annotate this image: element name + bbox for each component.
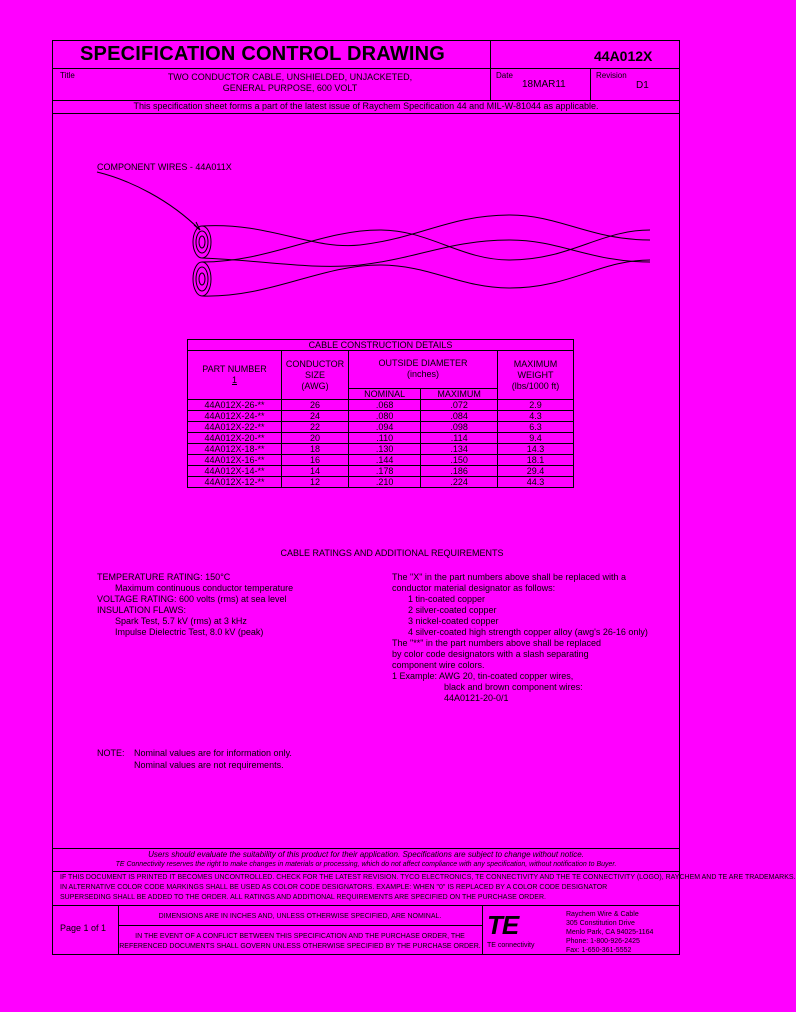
note-line2: Nominal values are not requirements. — [134, 760, 284, 770]
cell-size: 16 — [282, 455, 349, 466]
te-logo-mark: TE — [487, 910, 519, 940]
upper-wire — [202, 215, 650, 246]
rating-line: Spark Test, 5.7 kV (rms) at 3 kHz — [115, 616, 247, 626]
header-col-divider — [490, 40, 491, 100]
col-maximum-header: MAXIMUM — [421, 388, 498, 399]
table-row — [188, 411, 574, 422]
applicability-note: This specification sheet forms a part of the latest issue of Raychem Specification 44 and MIL-W-81044 as applicable. — [133, 101, 599, 111]
cell-part: 44A012X-12-** — [188, 477, 282, 488]
rating-line: 3 nickel-coated copper — [408, 616, 499, 626]
rating-line: The "X" in the part numbers above shall be replaced with a — [392, 572, 627, 582]
cell-weight: 2.9 — [498, 400, 574, 411]
rating-line: component wire colors. — [392, 660, 485, 670]
cell-weight: 6.3 — [498, 422, 574, 433]
cell-weight: 9.4 — [498, 433, 574, 444]
cell-size: 26 — [282, 400, 349, 411]
cell-nominal: .110 — [349, 433, 421, 444]
rating-line: Maximum continuous conductor temperature — [115, 583, 294, 593]
doc-number: 44A012X — [594, 48, 653, 64]
cell-size: 24 — [282, 411, 349, 422]
rating-line: conductor material designator as follows: — [392, 583, 556, 593]
component-wires-label: COMPONENT WIRES - 44A011X — [97, 162, 232, 172]
title-line2: GENERAL PURPOSE, 600 VOLT — [222, 83, 358, 93]
cell-part: 44A012X-26-** — [188, 400, 282, 411]
cell-weight: 18.1 — [498, 455, 574, 466]
construction-table — [187, 339, 574, 488]
cell-maximum: .150 — [421, 455, 498, 466]
cell-maximum: .114 — [421, 433, 498, 444]
title-line1: TWO CONDUCTOR CABLE, UNSHIELDED, UNJACKETED, — [167, 72, 413, 82]
order-note-line2: REFERENCED DOCUMENTS SHALL GOVERN UNLESS OTHERWISE SPECIFIED BY THE PURCHASE ORDER. — [119, 943, 481, 950]
rating-line: TEMPERATURE RATING: 150°C — [97, 572, 231, 582]
cell-maximum: .098 — [421, 422, 498, 433]
rating-line: 2 silver-coated copper — [408, 605, 497, 615]
col-od-line2: (inches) — [406, 369, 439, 380]
cell-part: 44A012X-20-** — [188, 433, 282, 444]
rating-line: VOLTAGE RATING: 600 volts (rms) at sea level — [97, 594, 287, 604]
ratings-heading: CABLE RATINGS AND ADDITIONAL REQUIREMENTS — [280, 548, 504, 558]
rating-line: black and brown component wires: — [444, 682, 583, 692]
cell-nominal: .178 — [349, 466, 421, 477]
cell-maximum: .224 — [421, 477, 498, 488]
cell-maximum: .134 — [421, 444, 498, 455]
page-number: Page 1 of 1 — [60, 923, 107, 933]
legal-line2: IN ALTERNATIVE COLOR CODE MARKINGS SHALL BE USED AS COLOR CODE DESIGNATORS. EXAMPLE: WHEN "0" IS REPLACED BY A COLOR CODE DESIGNATOR — [60, 884, 608, 891]
twisted-pair-drawing — [90, 170, 660, 310]
cell-weight: 44.3 — [498, 477, 574, 488]
footer-bottom-divider — [52, 905, 680, 906]
cell-size: 22 — [282, 422, 349, 433]
cell-nominal: .094 — [349, 422, 421, 433]
table-caption: CABLE CONSTRUCTION DETAILS — [188, 340, 574, 351]
col-size-line2: SIZE — [304, 369, 325, 380]
dims-divider — [118, 925, 482, 926]
cell-maximum: .072 — [421, 400, 498, 411]
col-nominal-header: NOMINAL — [349, 388, 421, 399]
rating-line: 1 Example: AWG 20, tin-coated copper wires, — [392, 671, 574, 681]
rating-line: 1 tin-coated copper — [408, 594, 486, 604]
cell-weight: 29.4 — [498, 466, 574, 477]
date-value: 18MAR11 — [522, 79, 566, 90]
cell-part: 44A012X-22-** — [188, 422, 282, 433]
cell-size: 14 — [282, 466, 349, 477]
company-phone: Phone: 1-800-926-2425 — [566, 938, 640, 945]
rating-line: 44A0121-20-0/1 — [444, 693, 509, 703]
rating-line: The "**" in the part numbers above shall be replaced — [392, 638, 602, 648]
cell-nominal: .210 — [349, 477, 421, 488]
upper-wire-edge — [202, 240, 650, 266]
cell-size: 12 — [282, 477, 349, 488]
col-size-line3: (AWG) — [301, 380, 329, 391]
rating-line: by color code designators with a slash separating — [392, 649, 589, 659]
lower-wire — [202, 230, 650, 262]
disclaimer-line2: TE Connectivity reserves the right to make changes in materials or processing, which do not affect compliance with any specification, without notification to Buyer. — [115, 861, 617, 868]
footer-legal-divider — [52, 871, 680, 872]
legal-line3: SUPERSEDING SHALL BE ADDED TO THE ORDER. ALL RATINGS AND ADDITIONAL REQUIREMENTS ARE SPECIFIED ON THE PURCHASE ORDER. — [60, 894, 546, 901]
table-row — [188, 400, 574, 411]
table-row — [188, 466, 574, 477]
note-label: NOTE: — [97, 748, 125, 758]
order-note-line1: IN THE EVENT OF A CONFLICT BETWEEN THIS SPECIFICATION AND THE PURCHASE ORDER, THE — [135, 933, 465, 940]
leader-line — [97, 172, 200, 230]
col-od-header — [349, 351, 498, 389]
logo-col-divider — [482, 905, 483, 955]
note-line1: Nominal values are for information only. — [134, 748, 292, 758]
revision-divider — [590, 68, 591, 100]
cell-weight: 14.3 — [498, 444, 574, 455]
te-logo — [487, 910, 557, 950]
table-row — [188, 422, 574, 433]
disclaimer-line1: Users should evaluate the suitability of this product for their application. Specifications are subject to change without notice. — [148, 850, 584, 859]
te-logo-caption: TE connectivity — [487, 942, 535, 949]
company-city: Menlo Park, CA 94025-1164 — [566, 929, 654, 936]
col-part-header — [188, 351, 282, 400]
cell-weight: 4.3 — [498, 411, 574, 422]
rating-line: INSULATION FLAWS: — [97, 605, 187, 615]
col-weight-line1: MAXIMUM — [513, 358, 558, 369]
col-part-label: PART NUMBER — [202, 364, 267, 374]
cell-part: 44A012X-14-** — [188, 466, 282, 477]
legal-line1: IF THIS DOCUMENT IS PRINTED IT BECOMES UNCONTROLLED. CHECK FOR THE LATEST REVISION. TYCO ELECTRONICS, TE CONNECTIVITY AND THE TE CONNECTIVITY (LOGO), RAYCHEM AND TE ARE TRADEMARKS. — [60, 874, 796, 881]
company-fax: Fax: 1-650-361-5552 — [566, 947, 632, 954]
company-name: Raychem Wire & Cable — [566, 911, 639, 918]
company-street: 305 Constitution Drive — [566, 920, 635, 927]
col-weight-line3: (lbs/1000 ft) — [511, 380, 560, 391]
rating-line: Impulse Dielectric Test, 8.0 kV (peak) — [115, 627, 264, 637]
table-row — [188, 477, 574, 488]
applicability-bottom — [52, 113, 680, 114]
col-part-note: 1 — [231, 375, 237, 385]
cell-nominal: .130 — [349, 444, 421, 455]
col-size-line1: CONDUCTOR — [285, 358, 345, 369]
cell-maximum: .084 — [421, 411, 498, 422]
date-label: Date — [496, 71, 513, 80]
revision-value: D1 — [636, 80, 649, 91]
col-weight-line2: WEIGHT — [517, 369, 554, 380]
title-label: Title — [60, 71, 75, 80]
cell-part: 44A012X-18-** — [188, 444, 282, 455]
cell-size: 18 — [282, 444, 349, 455]
header-divider — [52, 68, 680, 69]
cell-nominal: .144 — [349, 455, 421, 466]
cell-nominal: .068 — [349, 400, 421, 411]
page-title: SPECIFICATION CONTROL DRAWING — [80, 43, 446, 65]
dims-note: DIMENSIONS ARE IN INCHES AND, UNLESS OTHERWISE SPECIFIED, ARE NOMINAL. — [158, 913, 442, 920]
footer-top-divider — [52, 848, 680, 849]
table-row — [188, 455, 574, 466]
revision-label: Revision — [596, 71, 627, 80]
cell-nominal: .080 — [349, 411, 421, 422]
lower-wire-edge — [202, 260, 650, 296]
company-address — [566, 910, 678, 955]
col-size-header — [282, 351, 349, 400]
cell-maximum: .186 — [421, 466, 498, 477]
cell-part: 44A012X-24-** — [188, 411, 282, 422]
cell-size: 20 — [282, 433, 349, 444]
col-weight-header — [498, 351, 574, 400]
table-row — [188, 444, 574, 455]
ratings-right — [392, 572, 677, 704]
cell-part: 44A012X-16-** — [188, 455, 282, 466]
rating-line: 4 silver-coated high strength copper alloy (awg's 26-16 only) — [408, 627, 648, 637]
col-od-line1: OUTSIDE DIAMETER — [378, 358, 468, 369]
ratings-left — [97, 572, 387, 638]
table-row — [188, 433, 574, 444]
